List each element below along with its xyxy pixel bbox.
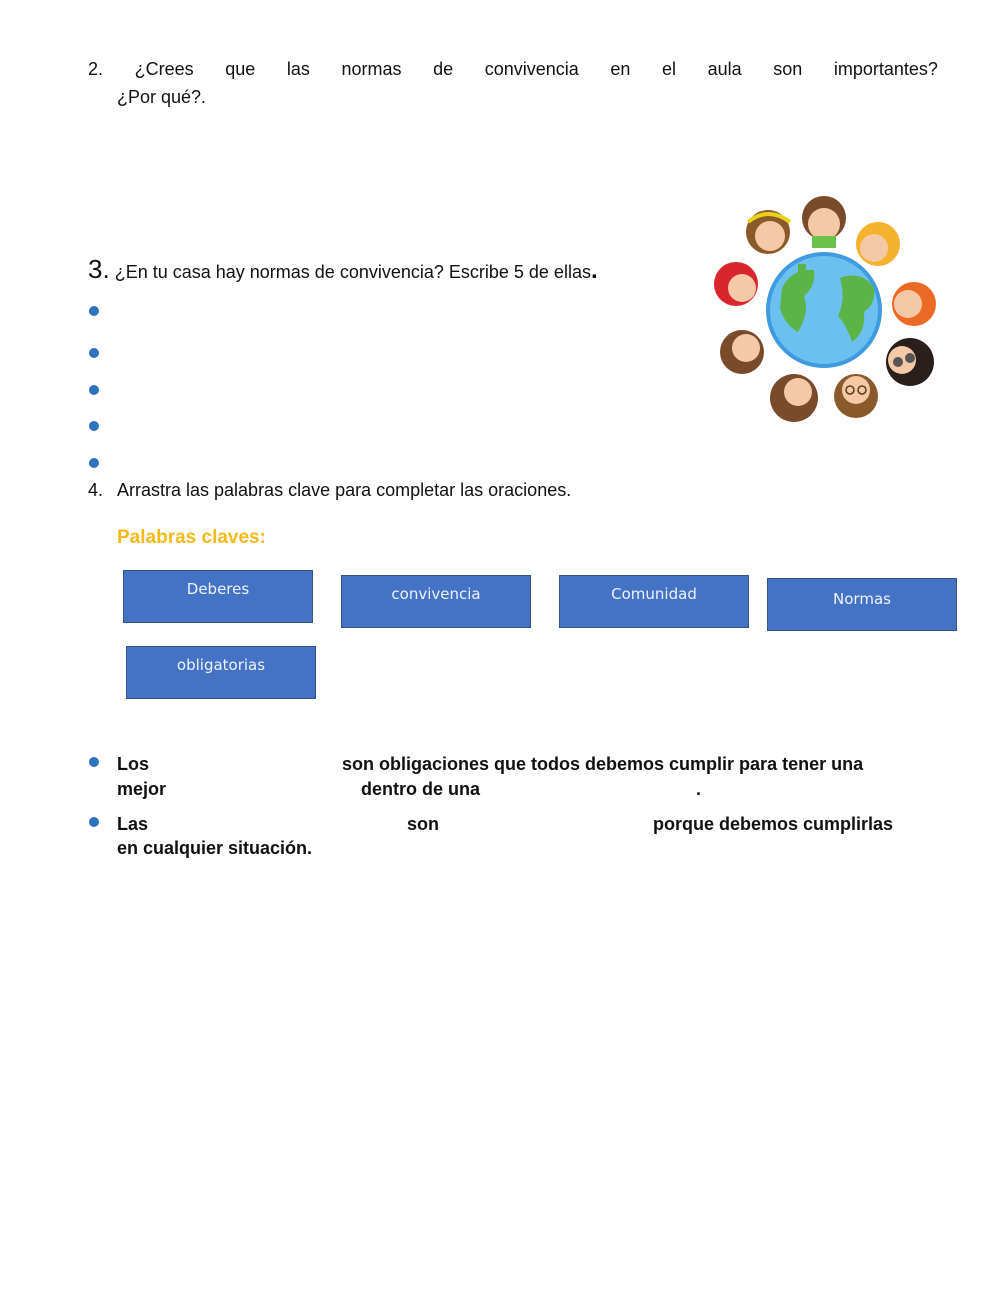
sentence-1-part-2: son obligaciones que todos debemos cumplir para tener una xyxy=(342,754,864,774)
sentence-1-part-3: mejor xyxy=(117,779,167,799)
keyword-chip-normas[interactable]: Normas xyxy=(767,578,957,631)
sentence-1-part-1: Los xyxy=(117,754,150,774)
sentence-bullet-2 xyxy=(89,817,99,827)
answer-bullet-1 xyxy=(89,306,99,316)
word: normas xyxy=(341,59,402,79)
question-3-number: 3. xyxy=(88,254,110,284)
word: ¿Crees xyxy=(134,59,194,79)
word: aula xyxy=(707,59,742,79)
sentence-2-part-1: Las xyxy=(117,814,149,834)
sentence-2-part-4: en cualquier situación. xyxy=(117,838,313,858)
word: las xyxy=(286,59,310,79)
question-4-number: 4. xyxy=(88,480,104,500)
word: importantes? xyxy=(833,59,938,79)
keyword-chip-deberes[interactable]: Deberes xyxy=(123,570,313,623)
sentence-1-part-4: dentro de una xyxy=(361,779,481,799)
drop-zone-5[interactable] xyxy=(450,812,645,838)
answer-bullet-2 xyxy=(89,348,99,358)
sentence-1-end: . xyxy=(696,779,702,799)
word: son xyxy=(773,59,803,79)
question-3-end: . xyxy=(590,257,598,284)
question-4 xyxy=(88,480,571,501)
word: en xyxy=(610,59,631,79)
question-3-text: ¿En tu casa hay normas de convivencia? Escribe 5 de ellas xyxy=(114,262,591,282)
word: convivencia xyxy=(484,59,579,79)
question-4-text: Arrastra las palabras clave para completar las oraciones. xyxy=(117,480,572,500)
word: el xyxy=(662,59,677,79)
keyword-chip-convivencia[interactable]: convivencia xyxy=(341,575,531,628)
sentence-2-part-2: son xyxy=(407,814,440,834)
sentence-bullet-1 xyxy=(89,757,99,767)
answer-bullet-4 xyxy=(89,421,99,431)
word: de xyxy=(433,59,454,79)
drop-zone-2[interactable] xyxy=(180,777,355,803)
answer-bullet-3 xyxy=(89,385,99,395)
question-2-number: 2. xyxy=(88,59,104,79)
answer-bullet-5 xyxy=(89,458,99,468)
keyword-chip-obligatorias[interactable]: obligatorias xyxy=(126,646,316,699)
keyword-chip-comunidad[interactable]: Comunidad xyxy=(559,575,749,628)
word: que xyxy=(225,59,256,79)
question-2-line-1 xyxy=(88,59,938,80)
drop-zone-3[interactable] xyxy=(495,777,690,803)
keywords-label: Palabras claves: xyxy=(117,527,266,548)
question-3 xyxy=(88,254,598,285)
children-globe-illustration xyxy=(706,192,942,428)
question-2-line-2: ¿Por qué?. xyxy=(117,87,207,107)
drop-zone-1[interactable] xyxy=(160,752,335,778)
globe-icon xyxy=(706,192,942,428)
drop-zone-4[interactable] xyxy=(160,812,395,838)
sentence-2-part-3: porque debemos cumplirlas xyxy=(653,814,894,834)
